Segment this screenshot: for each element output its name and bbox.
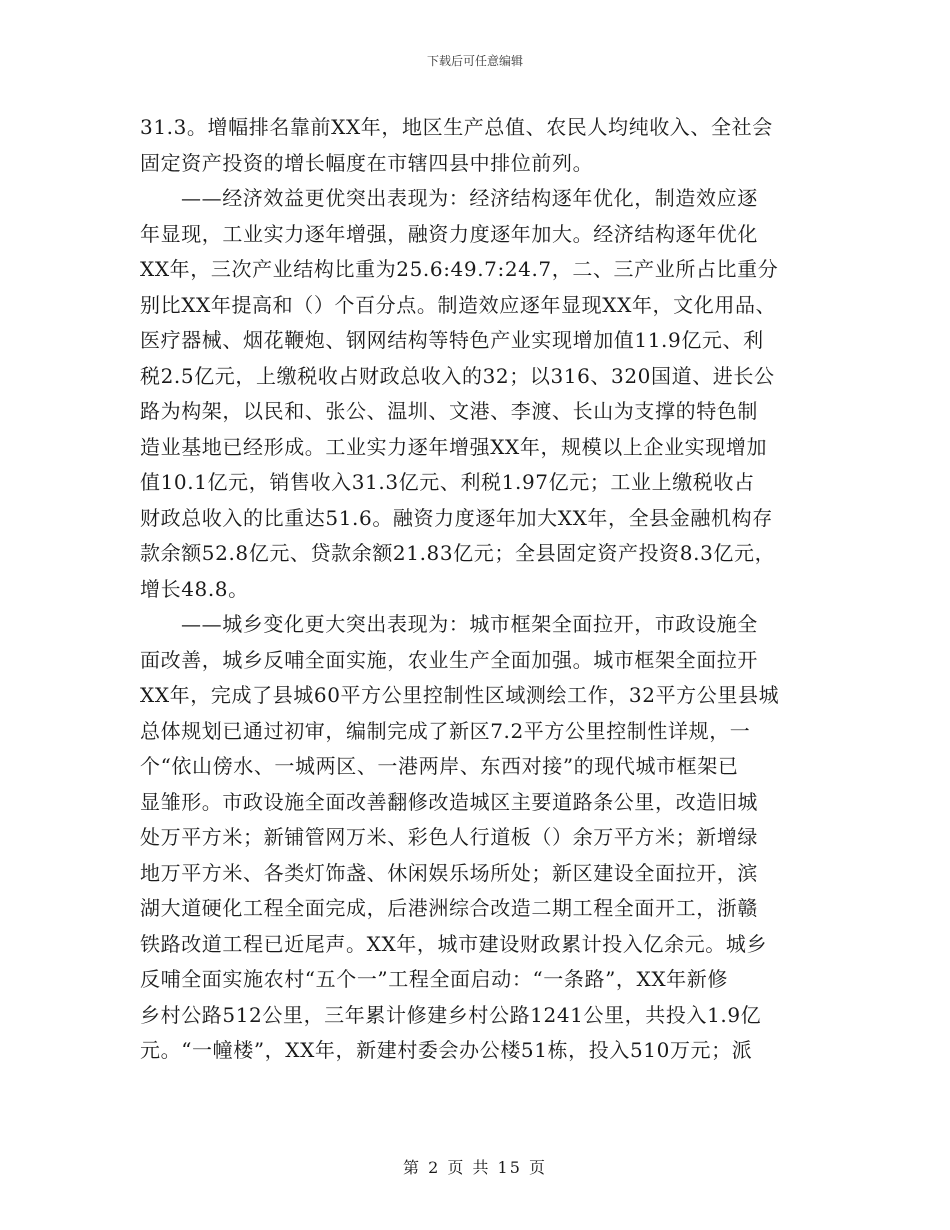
- document-body: [140, 110, 810, 1069]
- text-line: 财政总收入的比重达51.6。融资力度逐年加大XX年，全县金融机构存: [140, 505, 773, 530]
- text-line: 31.3。增幅排名靠前XX年，地区生产总值、农民人均纯收入、全社会: [140, 115, 773, 139]
- text-line: 处万平方米；新铺管网万米、彩色人行道板（）余万平方米；新增绿: [140, 825, 758, 849]
- text-line: 总体规划已通过初审，编制完成了新区7.2平方公里控制性详规，一: [140, 718, 751, 743]
- text-line: 湖大道硬化工程全面完成，后港洲综合改造二期工程全面开工，浙赣: [140, 896, 758, 920]
- text-line: 反哺全面实施农村“五个一”工程全面启动：“一条路”，XX年新修: [140, 967, 728, 991]
- text-line: 值10.1亿元，销售收入31.3亿元、利税1.97亿元；工业上缴税收占: [140, 470, 755, 494]
- text-line: XX年，三次产业结构比重为25.6:49.7:24.7，二、三产业所占比重分: [140, 257, 779, 281]
- text-line: 铁路改道工程已近尾声。XX年，城市建设财政累计投入亿余元。城乡: [140, 931, 768, 956]
- page-footer: 第 2 页 共 15 页: [403, 1158, 547, 1177]
- text-line: XX年，完成了县城60平方公里控制性区域测绘工作，32平方公里县城: [140, 683, 780, 707]
- text-line: 年显现，工业实力逐年增强，融资力度逐年加大。经济结构逐年优化: [140, 221, 758, 246]
- text-line: 乡村公路512公里，三年累计修建乡村公路1241公里，共投入1.9亿: [140, 1002, 762, 1027]
- page-header: 下载后可任意编辑: [426, 54, 523, 68]
- text-line: 医疗器械、烟花鞭炮、钢网结构等特色产业实现增加值11.9亿元、利: [140, 328, 764, 352]
- text-line: 造业基地已经形成。工业实力逐年增强XX年，规模以上企业实现增加: [140, 434, 768, 459]
- paragraph-start-line: ——经济效益更优突出表现为：经济结构逐年优化，制造效应逐: [181, 186, 758, 210]
- text-line: 款余额52.8亿元、贷款余额21.83亿元；全县固定资产投资8.3亿元，: [140, 541, 776, 565]
- text-line: 显雏形。市政设施全面改善翻修改造城区主要道路条公里，改造旧城: [140, 789, 758, 814]
- text-line: 增长48.8。: [140, 576, 249, 601]
- text-line: 路为构架，以民和、张公、温圳、文港、李渡、长山为支撑的特色制: [140, 399, 758, 423]
- text-line: 税2.5亿元，上缴税收占财政总收入的32；以316、320国道、进长公: [140, 363, 775, 388]
- text-line: 元。“一幢楼”，XX年，新建村委会办公楼51栋，投入510万元；派: [140, 1038, 753, 1062]
- text-line: 个“依山傍水、一城两区、一港两岸、东西对接”的现代城市框架已: [140, 754, 739, 778]
- text-line: 别比XX年提高和（）个百分点。制造效应逐年显现XX年，文化用品、: [140, 292, 777, 317]
- text-line: 固定资产投资的增长幅度在市辖四县中排位前列。: [140, 150, 594, 175]
- text-line: 面改善，城乡反哺全面实施，农业生产全面加强。城市框架全面拉开: [140, 647, 758, 672]
- paragraph-start-line: ——城乡变化更大突出表现为：城市框架全面拉开，市政设施全: [181, 612, 758, 636]
- text-line: 地万平方米、各类灯饰盏、休闲娱乐场所处；新区建设全面拉开，滨: [140, 860, 758, 885]
